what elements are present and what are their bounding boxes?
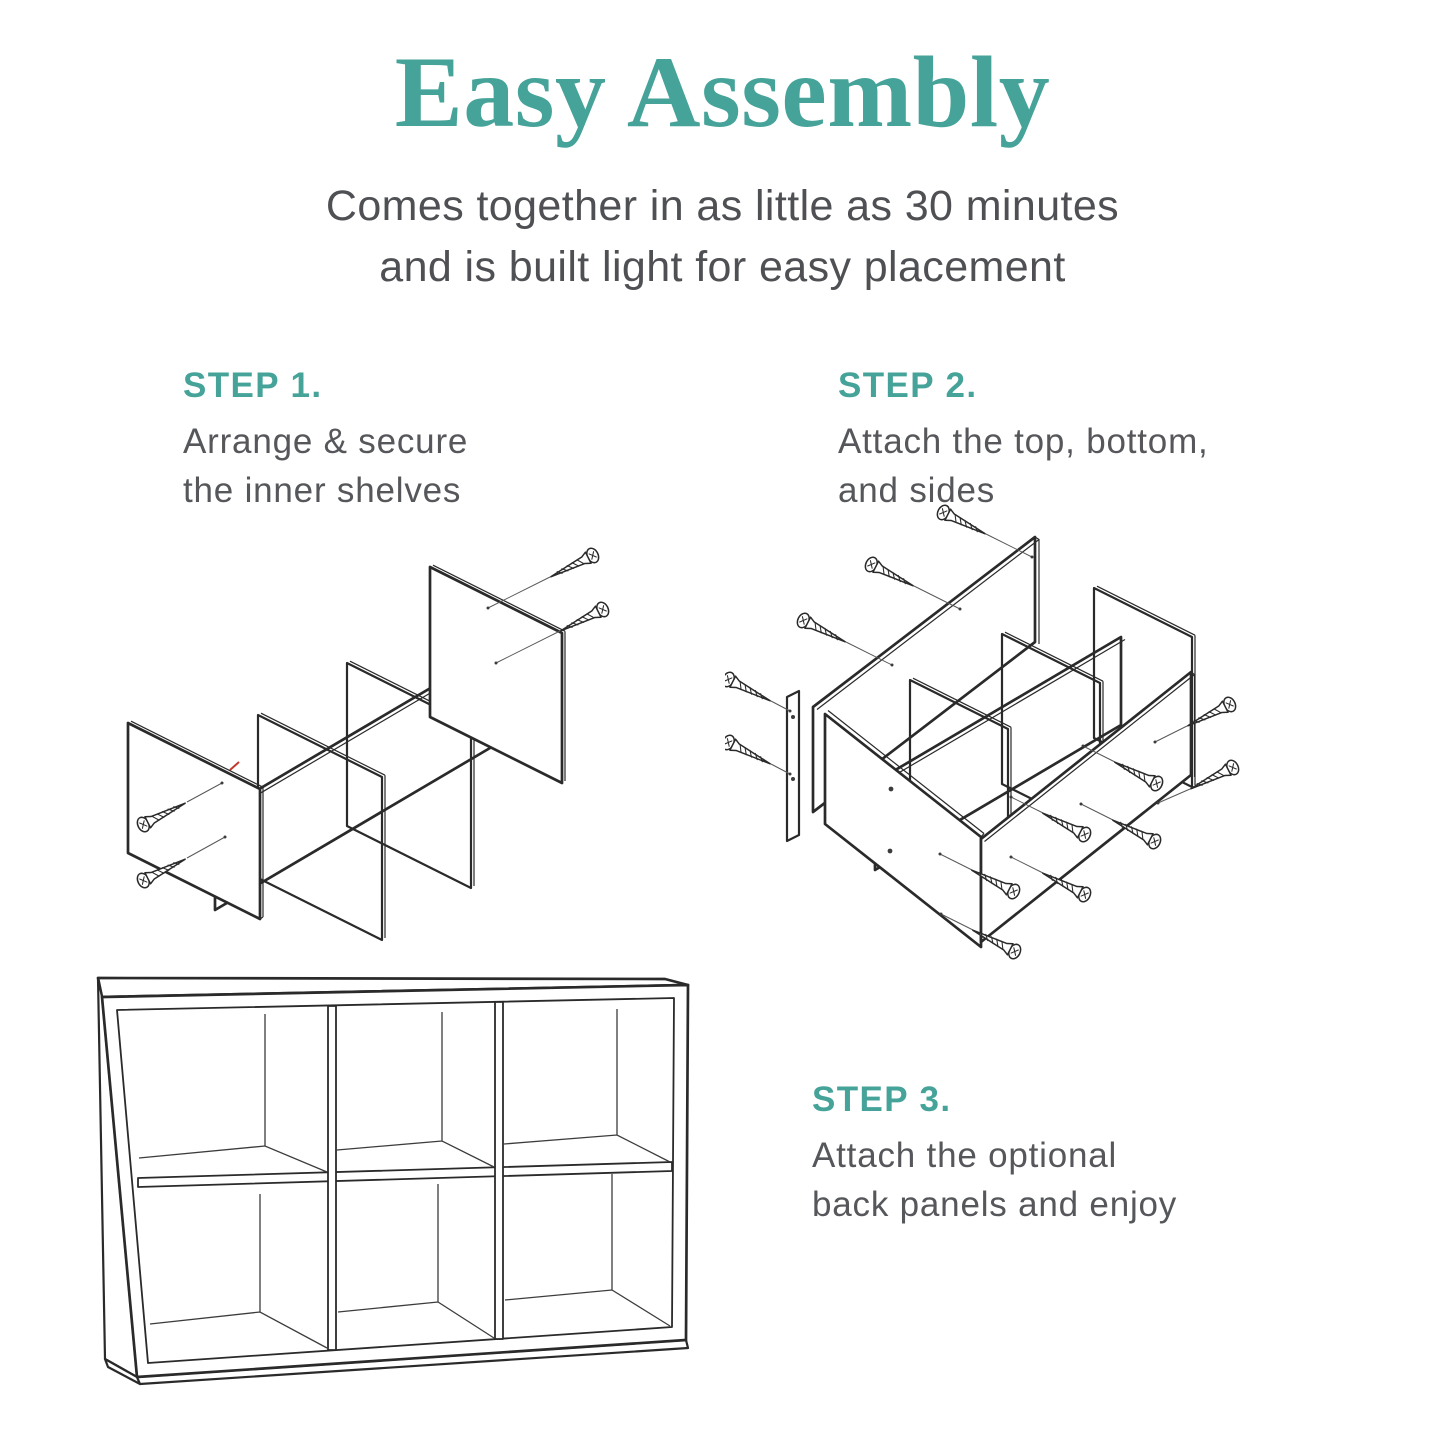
screw-icon	[795, 611, 849, 648]
finished-organizer-diagram	[80, 952, 700, 1430]
divider-panel	[258, 713, 385, 940]
step-2-desc-line-1: Attach the top, bottom,	[838, 422, 1209, 461]
vertical-divider	[495, 1002, 503, 1339]
side-panel-strip	[787, 691, 799, 841]
alignment-mark	[230, 762, 239, 770]
subtitle-line-2: and is built light for easy placement	[379, 243, 1066, 291]
screw-icon	[547, 546, 601, 583]
step-1-block	[183, 366, 468, 515]
side-panel-right	[430, 565, 565, 783]
step-2-desc-line-2: and sides	[838, 471, 996, 510]
step-1-desc-line-1: Arrange & secure	[183, 422, 469, 461]
page-title: Easy Assembly	[394, 36, 1051, 149]
step-3-desc-line-1: Attach the optional	[812, 1136, 1118, 1175]
bottom-panel	[825, 711, 984, 948]
step-3-label: STEP 3.	[812, 1080, 952, 1119]
step-2-label: STEP 2.	[838, 366, 978, 405]
vertical-divider	[328, 1006, 336, 1350]
step-1-diagram	[100, 515, 660, 960]
screw-icon	[935, 503, 989, 540]
screw-icon	[863, 555, 917, 592]
step-1-description	[183, 417, 468, 515]
screw-icon	[725, 670, 774, 707]
step-3-block	[812, 1080, 1177, 1229]
step-1-desc-line-2: the inner shelves	[183, 471, 462, 510]
subtitle	[0, 176, 1445, 298]
screw-icon	[725, 733, 774, 770]
step-3-description	[812, 1131, 1177, 1229]
step-3-desc-line-2: back panels and enjoy	[812, 1185, 1178, 1224]
step-2-diagram	[725, 482, 1445, 987]
subtitle-line-1: Comes together in as little as 30 minutes	[325, 182, 1120, 230]
step-1-label: STEP 1.	[183, 366, 323, 405]
